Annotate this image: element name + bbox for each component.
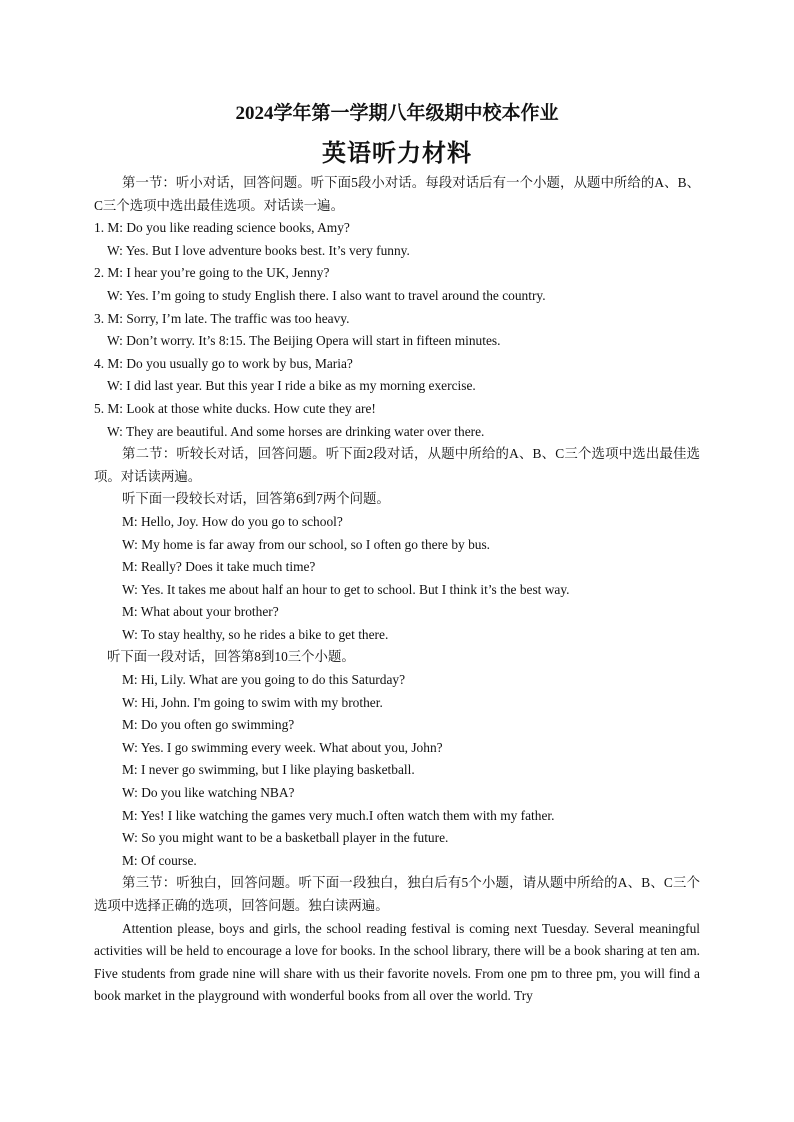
conversation2-line: M: Hi, Lily. What are you going to do this Saturday?	[122, 672, 406, 688]
conversation2-line: M: Of course.	[122, 852, 197, 868]
document-subtitle: 英语听力材料	[322, 141, 472, 167]
document-body	[94, 172, 700, 1008]
section3-instruction: 第三节：听独白，回答问题。听下面一段独白，独白后有5个小题，请从题中所给的A、B、C三个选项中选择正确的选项，回答问题。独白读两遍。	[94, 875, 700, 913]
document-title: 2024学年第一学期八年级期中校本作业	[235, 103, 559, 124]
conversation2-intro: 听下面一段对话，回答第8到10三个小题。	[107, 649, 355, 665]
dialogue-5-w: W: They are beautiful. And some horses are drinking water over there.	[107, 423, 485, 439]
section2-instruction: 第二节：听较长对话，回答问题。听下面2段对话，从题中所给的A、B、C三个选项中选出最佳选项。对话读两遍。	[94, 446, 700, 484]
dialogue-3-m: 3. M: Sorry, I’m late. The traffic was too heavy.	[94, 310, 350, 326]
dialogue-3-w: W: Don’t worry. It’s 8:15. The Beijing Opera will start in fifteen minutes.	[107, 333, 501, 349]
conversation2-line: W: Yes. I go swimming every week. What about you, John?	[122, 739, 443, 755]
conversation1-line: W: My home is far away from our school, so I often go there by bus.	[122, 536, 491, 552]
conversation1-line: W: Yes. It takes me about half an hour to get to school. But I think it’s the best way.	[122, 581, 570, 597]
dialogue-4-m: 4. M: Do you usually go to work by bus, Maria?	[94, 355, 353, 371]
monologue-text: Attention please, boys and girls, the school reading festival is coming next Tuesday. Several meaningful activities will be held to encourage a love for books. In the school library, there will be a book sharing at ten am. Five students from grade nine will share with us their favorite novels. From one pm to three pm, you will find a book market in the playground with wonderful books from all over the world. Try	[94, 920, 700, 1004]
dialogue-4-w: W: I did last year. But this year I ride a bike as my morning exercise.	[107, 378, 476, 394]
conversation1-line: W: To stay healthy, so he rides a bike to get there.	[122, 626, 389, 642]
dialogue-5-m: 5. M: Look at those white ducks. How cute they are!	[94, 400, 376, 416]
conversation2-line: M: I never go swimming, but I like playing basketball.	[122, 762, 415, 778]
section1-instruction: 第一节：听小对话，回答问题。听下面5段小对话。每段对话后有一个小题，从题中所给的A、B、C三个选项中选出最佳选项。对话读一遍。	[94, 175, 700, 213]
dialogue-1-m: 1. M: Do you like reading science books, Amy?	[94, 220, 350, 236]
conversation1-line: M: What about your brother?	[122, 604, 279, 620]
conversation1-line: M: Really? Does it take much time?	[122, 559, 316, 575]
conversation2-line: W: Hi, John. I'm going to swim with my brother.	[122, 694, 383, 710]
conversation2-line: M: Yes! I like watching the games very much.I often watch them with my father.	[122, 807, 555, 823]
dialogue-2-w: W: Yes. I’m going to study English there. I also want to travel around the country.	[107, 287, 546, 303]
conversation2-line: W: So you might want to be a basketball player in the future.	[122, 830, 449, 846]
dialogue-2-m: 2. M: I hear you’re going to the UK, Jenny?	[94, 265, 330, 281]
conversation2-line: W: Do you like watching NBA?	[122, 785, 295, 801]
dialogue-1-w: W: Yes. But I love adventure books best. It’s very funny.	[107, 242, 410, 258]
conversation1-intro: 听下面一段较长对话，回答第6到7两个问题。	[122, 491, 390, 507]
conversation2-line: M: Do you often go swimming?	[122, 717, 295, 733]
conversation1-line: M: Hello, Joy. How do you go to school?	[122, 513, 343, 529]
